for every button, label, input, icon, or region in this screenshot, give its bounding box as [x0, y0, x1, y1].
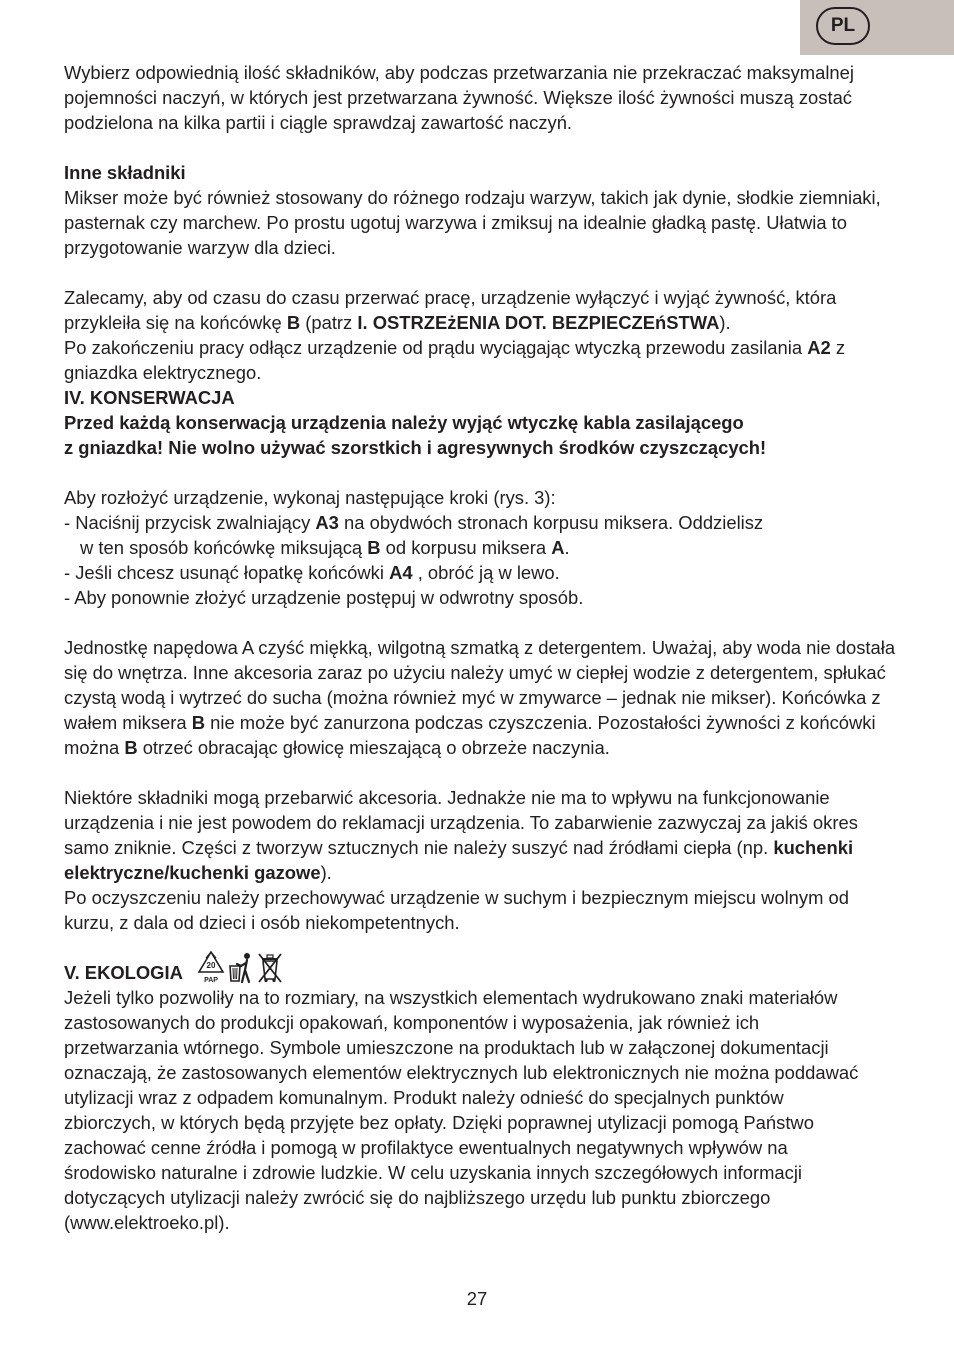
tidyman-icon	[227, 952, 255, 984]
svg-text:20: 20	[206, 961, 216, 970]
paragraph-unplug: Po zakończeniu pracy odłącz urządzenie od prądu wyciągając wtyczką przewodu zasilania A2 z gniazdka elektrycznego.	[64, 337, 846, 383]
step-2: - Jeśli chcesz usunąć łopatkę końcówki A4 , obróć ją w lewo.	[64, 562, 560, 583]
paragraph-storage: Po oczyszczeniu należy przechowywać urządzenie w suchym i bezpiecznym miejscu wolnym od kurzu, z dala od dzieci i osób niekompetentnych.	[64, 887, 849, 933]
heading-ekologia-row	[64, 960, 904, 985]
language-badge: PL	[816, 7, 870, 45]
language-tab	[800, 0, 954, 55]
steps-intro: Aby rozłożyć urządzenie, wykonaj następujące kroki (rys. 3):	[64, 487, 556, 508]
step-1: - Naciśnij przycisk zwalniający A3 na obydwóch stronach korpusu miksera. Oddzielisz	[64, 512, 764, 533]
heading-konserwacja: IV. KONSERWACJA	[64, 387, 235, 408]
konserwacja-warning-line-2: z gniazdka! Nie wolno używać szorstkich i agresywnych środków czyszczących!	[64, 437, 767, 458]
paragraph-cleaning: Jednostkę napędowa A czyść miękką, wilgotną szmatką z detergentem. Uważaj, aby woda nie dostała się do wnętrza. Inne akcesoria zaraz po użyciu należy umyć w ciepłej wodzie z detergentem, spłukać czystą wodą i wytrzeć do sucha (można również myć w zmywarce – jednak nie mikser). Końcówka z wałem miksera B nie może być zanurzona podczas czyszczenia. Pozostałości żywności z końcówki można B otrzeć obracając głowicę mieszającą o obrzeże naczynia.	[64, 637, 896, 758]
page-content	[64, 60, 904, 1235]
step-1-continued: w ten sposób końcówkę miksującą B od korpusu miksera A.	[80, 537, 570, 558]
crossed-bin-icon	[257, 952, 283, 984]
step-3: - Aby ponownie złożyć urządzenie postępuj w odwrotny sposób.	[64, 587, 584, 608]
page-number: 27	[466, 1288, 488, 1309]
paragraph-ekologia: Jeżeli tylko pozwoliły na to rozmiary, na wszystkich elementach wydrukowano znaki materiałów zastosowanych do produkcji opakowań, komponentów i wyposażenia, jak również ich przetwarzania wtórnego. Symbole umieszczone na produktach lub w załączonej dokumentacji oznaczają, że zastosowanych elementów elektrycznych lub elektronicznych nie można poddawać utylizacji wraz z odpadem komunalnym. Produkt należy odnieść do specjalnych punktów zbiorczych, w których będą przyjęte bez opłaty. Dzięki poprawnej utylizacji pomogą Państwo zachować cenne źródła i pomogą w profilaktyce ewentualnych negatywnych wpływów na środowisko naturalne i zdrowie ludzkie. W celu uzyskania innych szczegółowych informacji dotyczących utylizacji należy zwrócić się do najbliższego urzędu lub punktu zbiorczego (www.elektroeko.pl).	[64, 987, 859, 1233]
paragraph-discoloration: Niektóre składniki mogą przebarwić akcesoria. Jednakże nie ma to wpływu na funkcjonowanie urządzenia i nie jest powodem do reklamacji urządzenia. To zabarwienie zazwyczaj za jakiś okres samo zniknie. Części z tworzyw sztucznych nie należy suszyć nad źródłami ciepła (np. kuchenki elektryczne/kuchenki gazowe).	[64, 787, 858, 883]
paragraph-zalecamy: Zalecamy, aby od czasu do czasu przerwać pracę, urządzenie wyłączyć i wyjąć żywność, która przykleiła się na końcówkę B (patrz I. OSTRZEżENIA DOT. BEZPIECZEńSTWA).	[64, 287, 837, 333]
paragraph-capacity: Wybierz odpowiednią ilość składników, aby podczas przetwarzania nie przekraczać maksymalnej pojemności naczyń, w których jest przetwarzana żywność. Większe ilość żywności muszą zostać podzielona na kilka partii i ciągle sprawdzaj zawartość naczyń.	[64, 62, 854, 133]
heading-inne-skladniki: Inne składniki	[64, 162, 186, 183]
recycle-pap-icon	[197, 950, 225, 984]
svg-text:PAP: PAP	[203, 977, 218, 984]
heading-ekologia: V. EKOLOGIA	[64, 962, 183, 983]
paragraph-inne-skladniki: Mikser może być również stosowany do różnego rodzaju warzyw, takich jak dynie, słodkie ziemniaki, pasternak czy marchew. Po prostu ugotuj warzywa i zmiksuj na idealnie gładką pastę. Ułatwia to przygotowanie warzyw dla dzieci.	[64, 187, 881, 258]
ecology-icons	[197, 950, 283, 984]
konserwacja-warning-line-1: Przed każdą konserwacją urządzenia należy wyjąć wtyczkę kabla zasilającego	[64, 412, 744, 433]
